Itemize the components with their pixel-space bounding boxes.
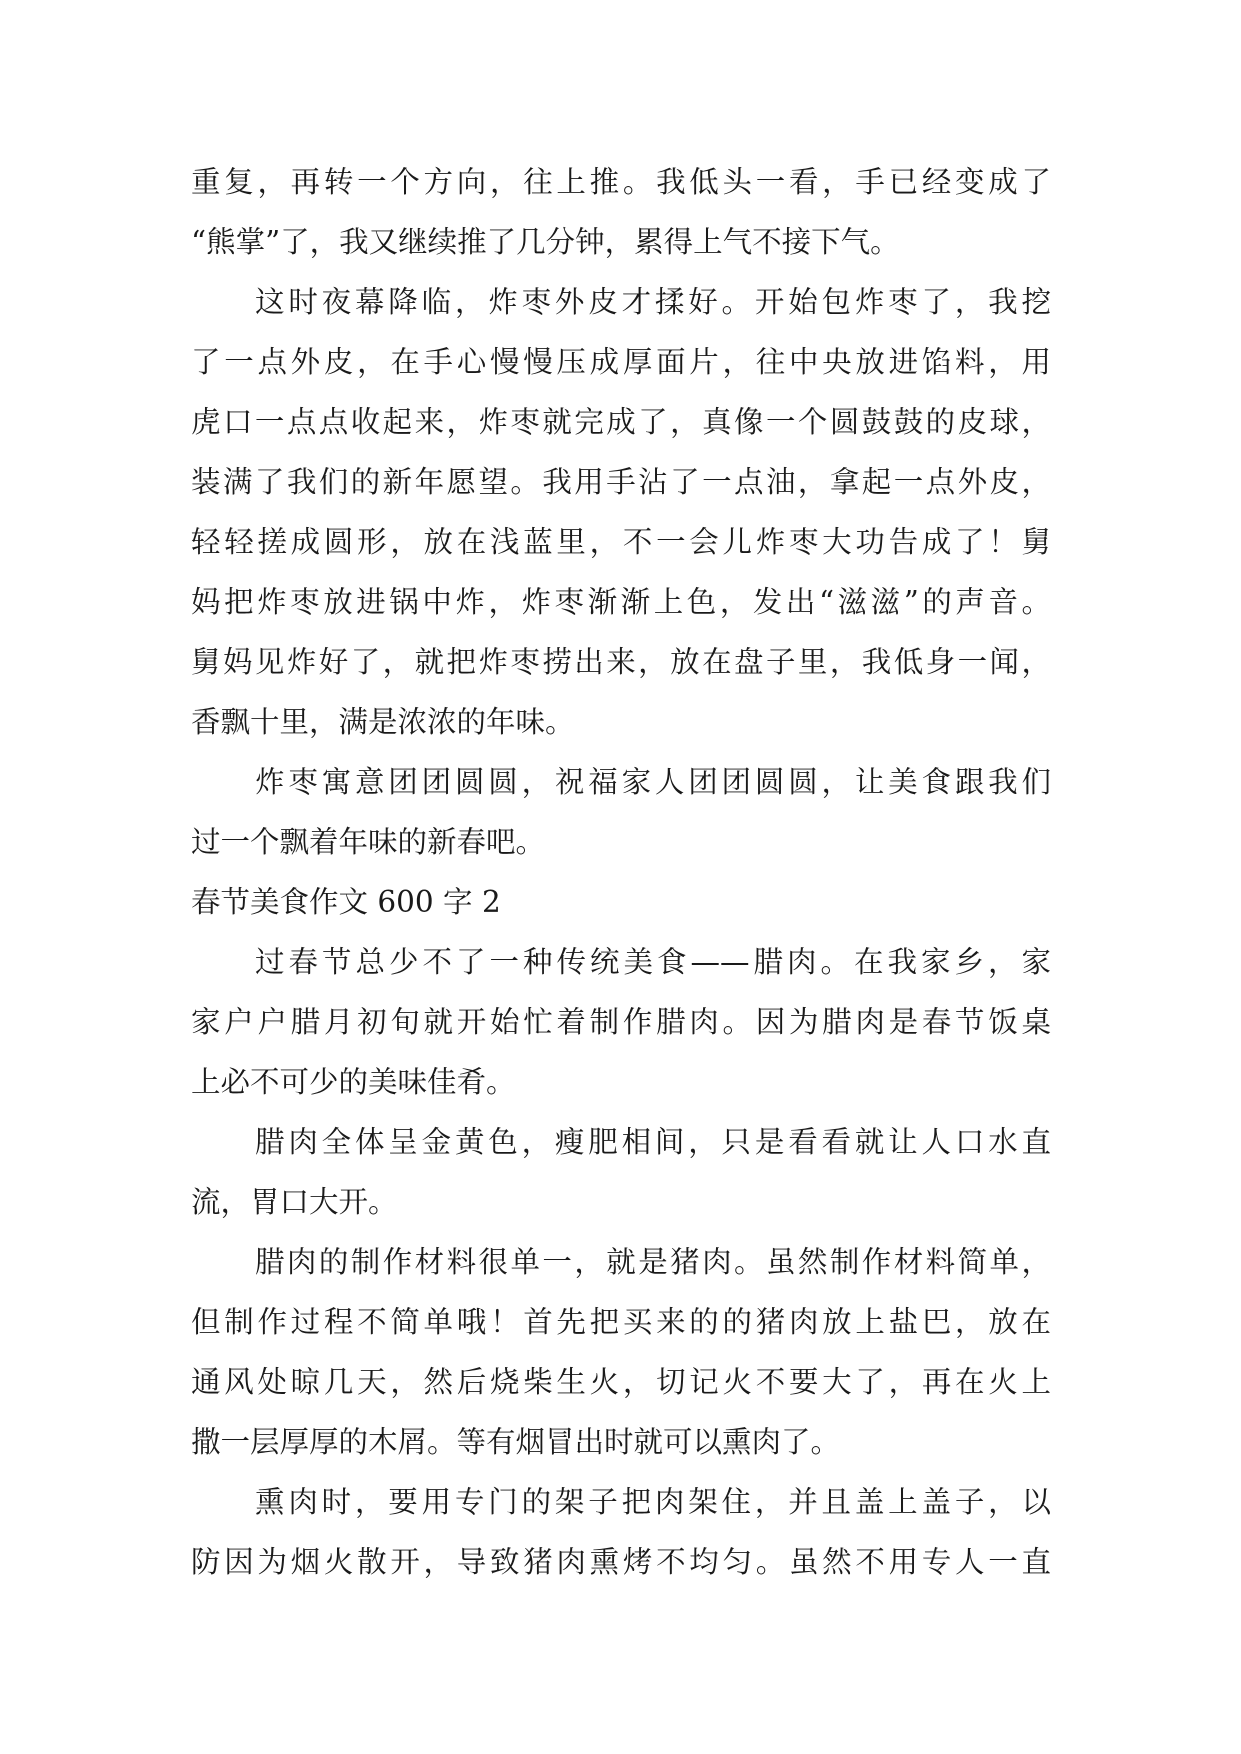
text-line: 过一个飘着年味的新春吧。: [191, 825, 546, 859]
text-line: “熊掌”了，我又继续推了几分钟，累得上气不接下气。: [191, 225, 900, 259]
text-line: 舅妈见炸好了，就把炸枣捞出来，放在盘子里，我低身一闻，: [191, 645, 1051, 679]
text-line: 但制作过程不简单哦！首先把买来的的猪肉放上盐巴，放在: [191, 1305, 1051, 1339]
text-line: 撒一层厚厚的木屑。等有烟冒出时就可以熏肉了。: [191, 1425, 841, 1459]
text-line: 轻轻搓成圆形，放在浅蓝里，不一会儿炸枣大功告成了！舅: [191, 525, 1051, 559]
text-line: 虎口一点点收起来，炸枣就完成了，真像一个圆鼓鼓的皮球，: [191, 405, 1051, 439]
document-body: [191, 152, 1051, 1592]
paragraph-first-line: 腊肉的制作材料很单一，就是猪肉。虽然制作材料简单，: [255, 1245, 1051, 1279]
text-line: 通风处晾几天，然后烧柴生火，切记火不要大了，再在火上: [191, 1365, 1051, 1399]
text-line: 香飘十里，满是浓浓的年味。: [191, 705, 575, 739]
text-line: 家户户腊月初旬就开始忙着制作腊肉。因为腊肉是春节饭桌: [191, 1005, 1051, 1039]
text-line: 流，胃口大开。: [191, 1185, 398, 1219]
text-line: 装满了我们的新年愿望。我用手沾了一点油，拿起一点外皮，: [191, 465, 1051, 499]
section-heading: 春节美食作文 600 字 2: [191, 885, 501, 919]
text-line: 妈把炸枣放进锅中炸，炸枣渐渐上色，发出“滋滋”的声音。: [191, 585, 1051, 619]
paragraph-first-line: 炸枣寓意团团圆圆，祝福家人团团圆圆，让美食跟我们: [255, 765, 1051, 799]
text-line: 上必不可少的美味佳肴。: [191, 1065, 516, 1099]
paragraph-first-line: 过春节总少不了一种传统美食——腊肉。在我家乡，家: [255, 945, 1051, 979]
paragraph-first-line: 这时夜幕降临，炸枣外皮才揉好。开始包炸枣了，我挖: [255, 285, 1051, 319]
text-line: 防因为烟火散开，导致猪肉熏烤不均匀。虽然不用专人一直: [191, 1545, 1051, 1579]
paragraph-first-line: 腊肉全体呈金黄色，瘦肥相间，只是看看就让人口水直: [255, 1125, 1051, 1159]
text-line: 了一点外皮，在手心慢慢压成厚面片，往中央放进馅料，用: [191, 345, 1051, 379]
text-line: 重复，再转一个方向，往上推。我低头一看，手已经变成了: [191, 165, 1051, 199]
paragraph-first-line: 熏肉时，要用专门的架子把肉架住，并且盖上盖子，以: [255, 1485, 1051, 1519]
